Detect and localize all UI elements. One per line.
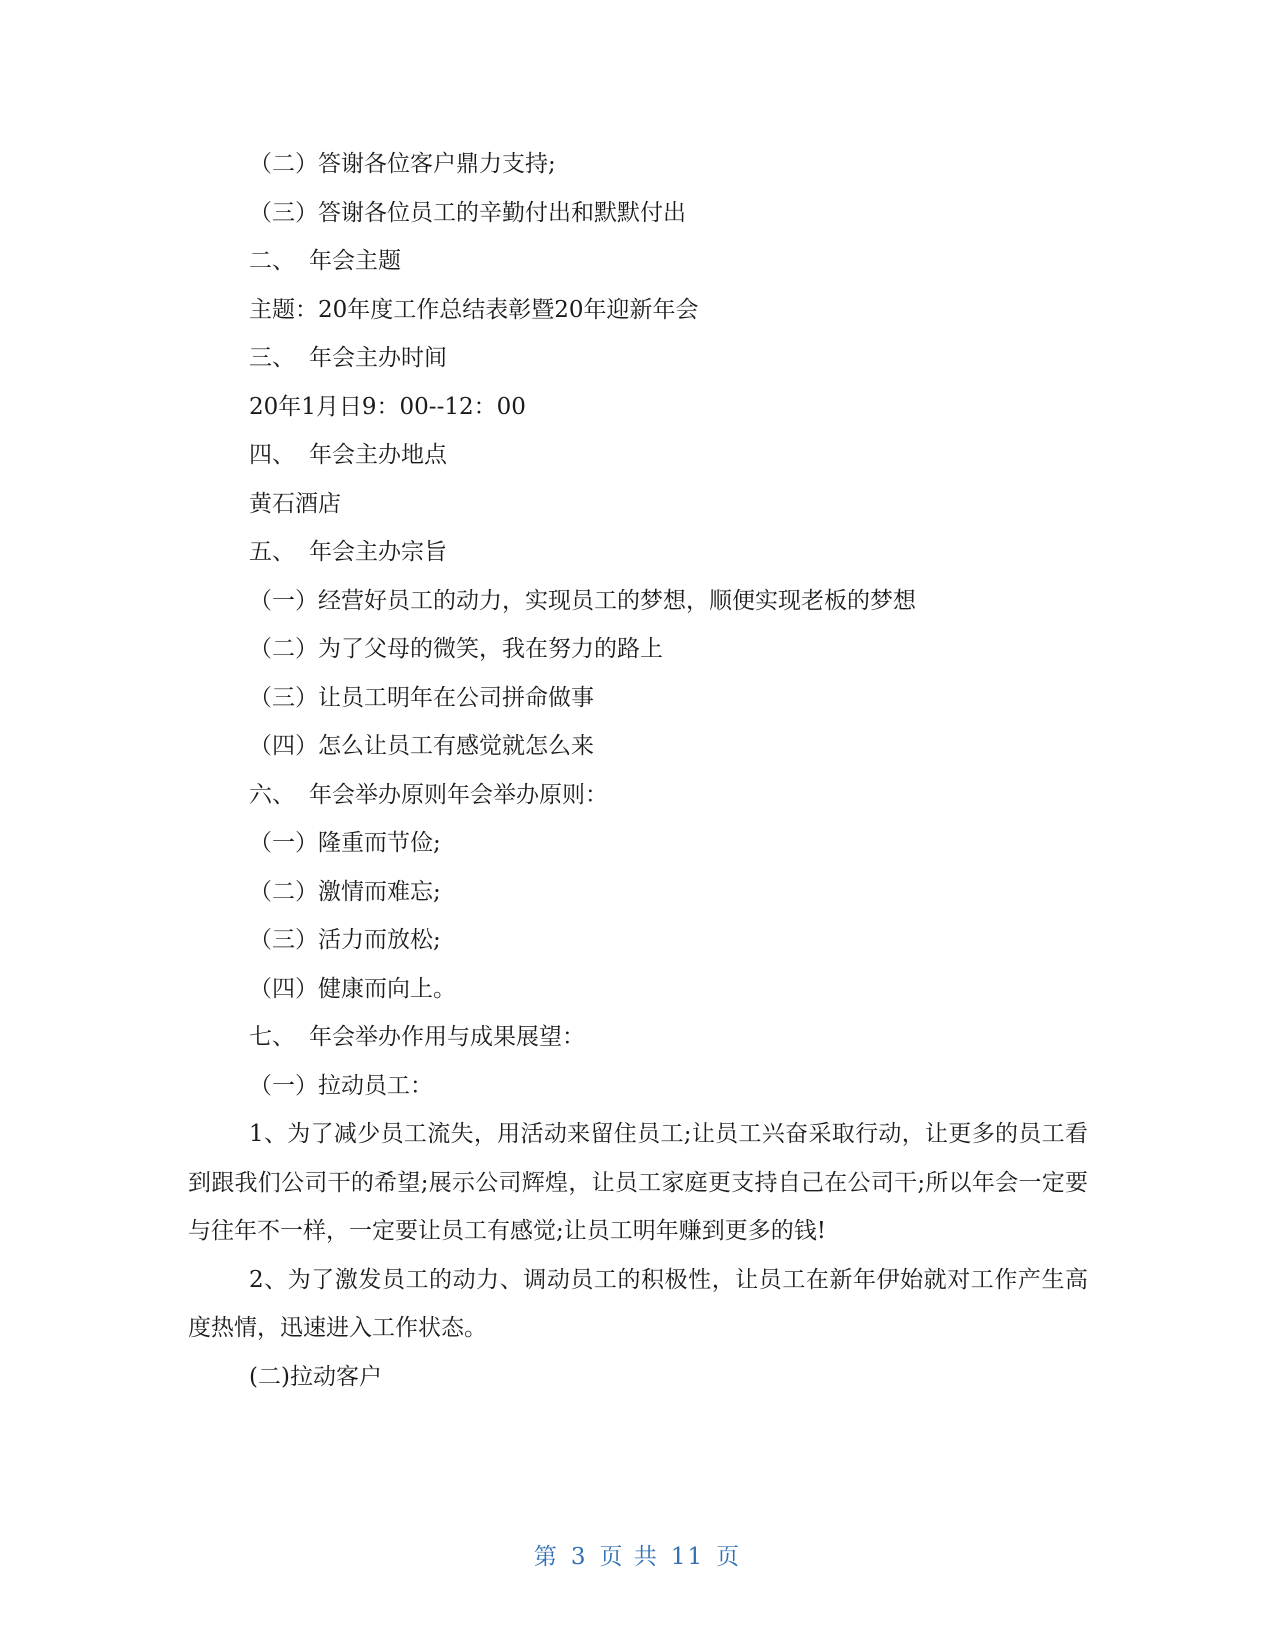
document-body: [188, 140, 1088, 1401]
section-title: 年会主办地点: [309, 442, 447, 468]
section-heading: [188, 431, 1088, 480]
section-title: 年会举办原则年会举办原则：: [309, 781, 608, 808]
text-line: （一）隆重而节俭;: [249, 830, 441, 856]
text-line: （四）怎么让员工有感觉就怎么来: [249, 733, 594, 759]
section-number: 四、: [249, 442, 295, 468]
body-paragraph: 1、为了减少员工流失，用活动来留住员工;让员工兴奋采取行动，让更多的员工看到跟我们公司干的希望;展示公司辉煌，让员工家庭更支持自己在公司干;所以年会一定要与往年不一样，一定要让员工有感觉;让员工明年赚到更多的钱!: [188, 1121, 1088, 1244]
section-number: 七、: [249, 1024, 295, 1050]
section-heading: [188, 528, 1088, 577]
section-heading: [188, 334, 1088, 383]
footer-total-pages: 11: [670, 1544, 705, 1570]
section-number: 二、: [249, 248, 295, 274]
text-line: （四）健康而向上。: [249, 975, 456, 1002]
text-line: （三）让员工明年在公司拼命做事: [249, 684, 594, 711]
section-heading: [188, 1013, 1088, 1062]
footer-prefix: 第: [533, 1544, 559, 1570]
text-line: (二)拉动客户: [249, 1363, 382, 1390]
text-line: （二）答谢各位客户鼎力支持;: [249, 151, 556, 177]
text-line: （一）经营好员工的动力，实现员工的梦想，顺便实现老板的梦想: [249, 587, 916, 614]
section-number: 三、: [249, 345, 295, 371]
text-line: （三）活力而放松;: [249, 927, 441, 953]
body-paragraph: 2、为了激发员工的动力、调动员工的积极性，让员工在新年伊始就对工作产生高度热情，迅速进入工作状态。: [188, 1266, 1088, 1341]
text-line: （三）答谢各位员工的辛勤付出和默默付出: [249, 199, 686, 226]
text-line: 20年1月日9：00--12：00: [249, 393, 526, 420]
section-heading: [188, 771, 1088, 820]
text-line: （二）激情而难忘;: [249, 878, 441, 905]
text-line: （二）为了父母的微笑，我在努力的路上: [249, 636, 663, 662]
text-line: 黄石酒店: [249, 490, 341, 517]
section-heading: [188, 237, 1088, 286]
section-number: 六、: [249, 781, 295, 808]
section-title: 年会举办作用与成果展望：: [309, 1024, 585, 1050]
section-title: 年会主办时间: [309, 345, 447, 371]
text-line: 主题：20年度工作总结表彰暨20年迎新年会: [249, 296, 699, 323]
section-number: 五、: [249, 539, 295, 565]
footer-middle: 页 共: [599, 1544, 659, 1570]
text-line: （一）拉动员工：: [249, 1072, 433, 1099]
page-footer: [0, 1538, 1275, 1571]
section-title: 年会主题: [309, 248, 401, 274]
footer-suffix: 页: [716, 1544, 742, 1570]
footer-page-number: 3: [570, 1544, 588, 1570]
section-title: 年会主办宗旨: [309, 539, 447, 565]
